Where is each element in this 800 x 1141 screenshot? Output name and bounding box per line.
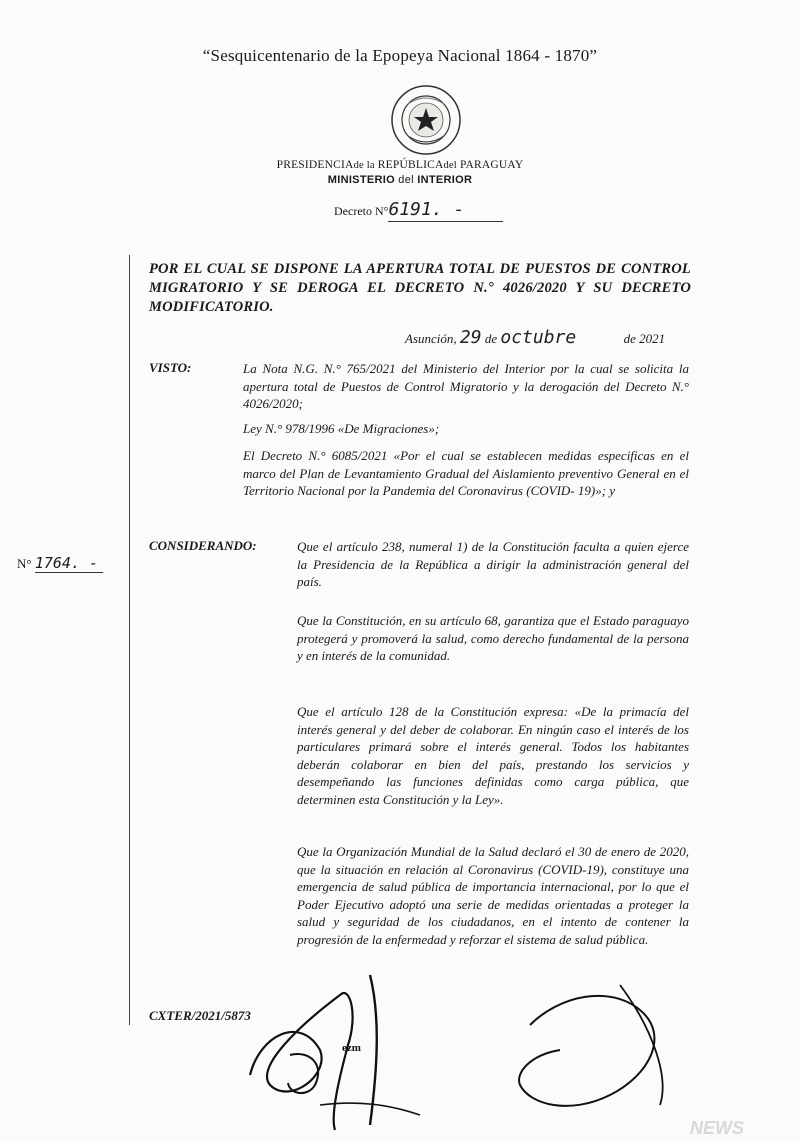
- decree-number: [334, 199, 503, 222]
- ministerio-interior: INTERIOR: [417, 174, 473, 186]
- presidencia-paraguay: PARAGUAY: [460, 159, 524, 171]
- decree-label: Decreto N°: [334, 204, 389, 218]
- svg-text:ezm: ezm: [342, 1042, 361, 1054]
- date-month: octubre: [500, 327, 577, 348]
- header-motto: “Sesquicentenario de la Epopeya Nacional 1864 - 1870”: [202, 46, 598, 65]
- considerando-label: CONSIDERANDO:: [149, 538, 257, 553]
- date-city: Asunción,: [405, 331, 457, 346]
- visto-paragraph-3: El Decreto N.° 6085/2021 «Por el cual se establecen medidas especificas en el marco del Plan de Levantamiento Gradual del Aislamiento preventivo General en el Territorio Nacional por la Pandemia del Coronavirus (COVID- 19)»; y: [243, 448, 689, 498]
- watermark: NEWS: [690, 1118, 744, 1138]
- registry-handwritten-value: 1764. -: [35, 554, 103, 573]
- ministry-heading: [0, 174, 800, 186]
- presidencia-del: del: [443, 160, 457, 171]
- date-de: de: [484, 331, 498, 346]
- ministerio-word: MINISTERIO: [327, 174, 395, 186]
- considerando-paragraph-4: Que la Organización Mundial de la Salud declaró el 30 de enero de 2020, que la situación en relación al Coronavirus (COVID-19), constituye una emergencia de salud pública de importancia internacional, por lo que el Poder Ejecutivo adoptó una serie de medidas orientadas a proteger la salud y seguridad de los ciudadanos, en el intento de contener la progresión de la enfermedad y reforzar el sistema de salud pública.: [297, 844, 689, 947]
- national-seal-icon: [390, 84, 462, 156]
- registry-number: [17, 554, 103, 573]
- presidencia-de-la: de la: [353, 160, 375, 171]
- considerando-paragraph-3: Que el artículo 128 de la Constitución expresa: «De la primacía del interés general y del deber de colaborar. En ningún caso el interés de los particulares primará sobre el interés general. Todos los habitantes deberán colaborar en bien del país, prestando los servicios y desempeñando las funciones definidas como carga pública, que determinen esta Constitución y la Ley».: [297, 704, 689, 807]
- decree-handwritten-number: 6191. -: [388, 199, 503, 222]
- decree-title: POR EL CUAL SE DISPONE LA APERTURA TOTAL DE PUESTOS DE CONTROL MIGRATORIO Y SE DEROGA EL DECRETO N.° 4026/2020 Y SU DECRETO MODIFICATORIO.: [149, 261, 691, 315]
- presidencia-republica: REPÚBLICA: [377, 159, 444, 171]
- considerando-paragraph-2: Que la Constitución, en su artículo 68, garantiza que el Estado paraguayo protegerá y promoverá la salud, como derecho fundamental de la persona y en interés de la comunidad.: [297, 613, 689, 663]
- visto-paragraph-2: Ley N.° 978/1996 «De Migraciones»;: [243, 421, 440, 436]
- visto-label: VISTO:: [149, 360, 192, 375]
- margin-rule: [129, 255, 130, 1025]
- presidencia-word: PRESIDENCIA: [276, 159, 354, 171]
- registry-label: N°: [17, 556, 32, 571]
- decree-date: [405, 327, 695, 348]
- file-reference: CXTER/2021/5873: [149, 1008, 251, 1023]
- ministerio-del: del: [398, 174, 414, 186]
- date-year: de 2021: [623, 331, 666, 346]
- handwritten-signatures: [230, 955, 710, 1135]
- presidency-heading: [0, 159, 800, 171]
- date-day: 29: [459, 327, 482, 348]
- considerando-paragraph-1: Que el artículo 238, numeral 1) de la Constitución faculta a quien ejerce la Presidencia de la República a dirigir la administración general del país.: [297, 539, 689, 589]
- visto-paragraph-1: La Nota N.G. N.° 765/2021 del Ministerio del Interior por la cual se solicita la apertura total de Puestos de Control Migratorio y la derogación del Decreto N.° 4026/2020;: [243, 361, 689, 411]
